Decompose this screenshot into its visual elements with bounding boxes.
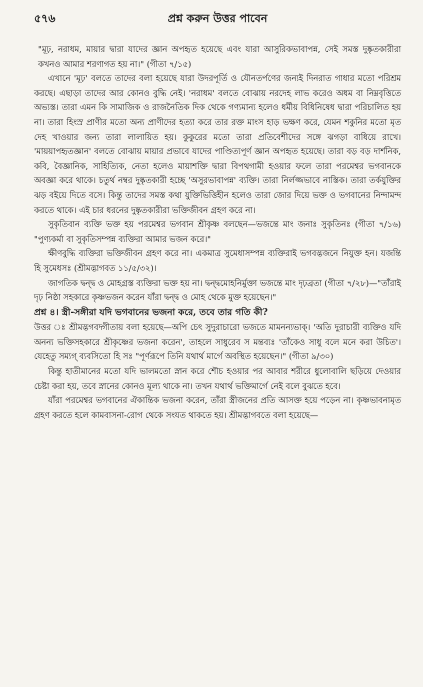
closing-paragraph: যাঁরা পরমেশ্বর ভগবানের ঐকান্তিক ভজনা করেন, তাঁরা স্ত্রীজনের প্রতি আসক্ত হয়ে পড়েন না। কৃষ্ণভাবনামৃত গ্রহণ করতে হলে কামবাসনা-রোগ থেকে সংযত থাকতে হয়। শ্রীমদ্ভাগবতে বলা হয়েছে— <box>34 395 401 420</box>
bathing-analogy-paragraph: কিন্তু হাতীমানের মতো যদি ভালমতো স্নান করে শৌচ হওয়ার পর আবার শরীরে ধুলোবালি ছড়িয়ে দেওয়ার চেষ্টা করা হয়, তবে স্নানের কোনও মূল্য থাকে না। তখন যথার্থ ভক্তিমার্গে নেই বলে বুঝতে হবে। <box>34 366 401 391</box>
gita-quote-paragraph: "মূঢ়, নরাধম, মায়ার দ্বারা যাদের জ্ঞান অপহৃত হয়েছে এবং যারা আসুরিকভাবাপন্ন, সেই সমস্ত দুষ্কৃতকারীরা কখনও আমার শরণাগত হয় না।" (গীতা ৭/১৫) <box>38 44 401 69</box>
dvandva-paragraph: জাগতিক দ্বন্দ্ব ও মোহগ্রস্ত ব্যক্তিরা ভক্ত হয় না। দ্বন্দ্বমোহনির্মুক্তা ভজন্তে মাং দৃঢ়ব্রতা (গীতা ৭/২৮)—"তাঁরাই দৃঢ় নিষ্ঠা সহকারে কৃষ্ণভজন করেন যাঁরা দ্বন্দ্ব ও মোহ থেকে মুক্ত হয়েছেন।" <box>34 277 401 303</box>
page-number: ৫৭৬ <box>34 12 56 25</box>
question-heading: প্রশ্ন ৪। স্ত্রী-সঙ্গীরা যদি ভগবানের ভজনা করে, তবে তার গতি কী? <box>34 307 268 318</box>
buddhi-paragraph: ক্ষীণবুদ্ধি ব্যক্তিরা ভক্তিজীবন গ্রহণ করে না। একমাত্র সুমেধাসম্পন্ন ব্যক্তিরাই ভগবদ্ভজনে নিযুক্ত হন। যজন্তি হি সুমেধসঃ (শ্রীমদ্ভাগবত ১১/৫/৩২)। <box>34 248 401 273</box>
page-body <box>34 42 401 422</box>
answer-paragraph: উত্তর ঃ শ্রীমদ্ভগবদ্গীতায় বলা হয়েছে—অপি চেৎ সুদুরাচারো ভজতে মামনন্যভাক্। 'অতি দুরাচারী ব্যক্তিও যদি অনন্য ভক্তিসহকারে শ্রীকৃষ্ণের ভজনা করেন', তাহলে সাধুরেব স মন্তব্যঃ 'তাঁকেও সাধু বলে মনে করা উচিত'। যেহেতু সম্যগ্ ব্যবসিতো হি সঃ "পূর্ণরূপে তিনি যথার্থ মার্গে অবস্থিত হয়েছেন।" (গীতা ৯/৩০) <box>34 322 401 362</box>
page-header <box>34 10 401 28</box>
running-title: প্রশ্ন করুন উত্তর পাবেন <box>167 12 268 25</box>
sukritivan-paragraph: সুকৃতিবান ব্যক্তি ভক্ত হয় পরমেশ্বর ভগবান শ্রীকৃষ্ণ বলছেন—ভজন্তে মাং জনাঃ সুকৃতিনঃ (গীতা ৭/১৬) "পুণ্যকর্মা বা সুকৃতিসম্পন্ন ব্যক্তিরা আমার ভজন করে।" <box>34 219 401 244</box>
explanation-paragraph: এখানে 'মূঢ়' বলতে তাদের বলা হয়েছে যারা উদরপূর্তি ও যৌনতর্পণের জন্যই দিনরাত গাধার মতো পরিশ্রম করছে। এছাড়া তাদের আর কোনও বুদ্ধি নেই। 'নরাধম' বলতে বোঝায় নরদেহ লাভ করেও অধম বা নিম্নবৃত্তিতে অভ্যস্ত। তারা এমন কি সামাজিক ও রাজনৈতিক দিক থেকে গণ্যমান্য হলেও ধর্মীয় বিধিনিষেধ দ্বারা পরিচালিত হয় না। তারা হিংস্র প্রাণীর মতো অন্য প্রাণীদের হত্যা করে তার রক্ত মাংস হাড় ভক্ষণ করে, যেমন শকুনির মতো মৃত দেহ খাওয়ার জন্য তারা লালায়িত হয়। কুকুরের মতো তারা প্রতিবেশীদের সঙ্গে ঝগড়া বাধিয়ে রাখে। 'মায়য়াপহৃতজ্ঞান' বলতে বোঝায় মায়ার প্রভাবে যাদের পাণ্ডিত্যপূর্ণ জ্ঞান অপহৃত হয়েছে। তারা বড় বড় দার্শনিক, কবি, বৈজ্ঞানিক, সাহিত্যিক, নেতা হলেও মায়াশক্তি দ্বারা বিপথগামী হওয়ার ফলে তারা পরমেশ্বর ভগবানকে অবজ্ঞা করে থাকে। চতুর্থ নম্বর দুষ্কৃতকারী হচ্ছে 'অসুরভাবাপন্ন' ব্যক্তি। তারা নির্লজ্জভাবে নাস্তিক। তারা তর্কযুক্তির ঝড় বইয়ে দিতে বসে। কিন্তু তাদের সমস্ত কথা যুক্তিভিত্তিহীন হলেও তারা জোর দিয়ে ভক্ত ও ভগবানের নিন্দামন্দ করতে থাকে। এই চার ধরনের দুষ্কৃতকারীরা ভক্তিজীবন গ্রহণ করে না। <box>34 73 401 215</box>
